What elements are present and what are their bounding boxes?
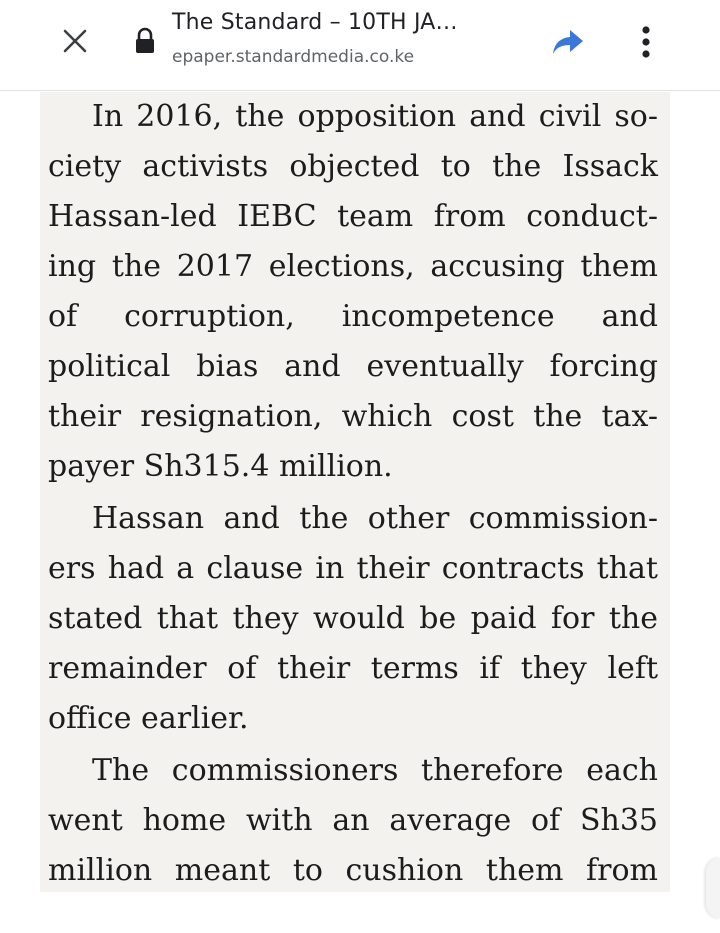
article-line: office earlier. [48, 701, 249, 736]
article-line: ers had a clause in their contracts that [48, 551, 658, 586]
browser-toolbar [0, 0, 720, 91]
article-line: ciety activists objected to the Issack [48, 149, 658, 184]
article-line: In 2016, the opposition and civil so- [92, 99, 658, 134]
article-line: stated that they would be paid for the [48, 601, 658, 636]
article-line: Hassan and the other commission- [92, 501, 658, 536]
article-line: political bias and eventually forcing [48, 349, 658, 384]
scroll-handle[interactable] [706, 858, 720, 918]
more-vert-icon[interactable] [634, 22, 658, 62]
close-icon[interactable] [58, 24, 92, 58]
article-line: ing the 2017 elections, accusing them [48, 249, 658, 284]
article-body [40, 92, 670, 892]
article-line: remainder of their terms if they left [48, 651, 658, 686]
page-url[interactable]: epaper.standardmedia.co.ke [172, 47, 415, 67]
article-line: went home with an average of Sh35 [48, 803, 658, 838]
article-line: of corruption, incompetence and [48, 299, 658, 334]
article-line: The commissioners therefore each [92, 753, 658, 788]
article-line: their resignation, which cost the tax- [48, 399, 658, 434]
article-line: Hassan-led IEBC team from conduct- [48, 199, 658, 234]
share-icon[interactable] [550, 26, 586, 58]
page-title: The Standard – 10TH JA… [172, 10, 458, 35]
article-line: million meant to cushion them from [48, 853, 658, 888]
article-line: payer Sh315.4 million. [48, 449, 393, 484]
lock-icon [134, 27, 156, 55]
